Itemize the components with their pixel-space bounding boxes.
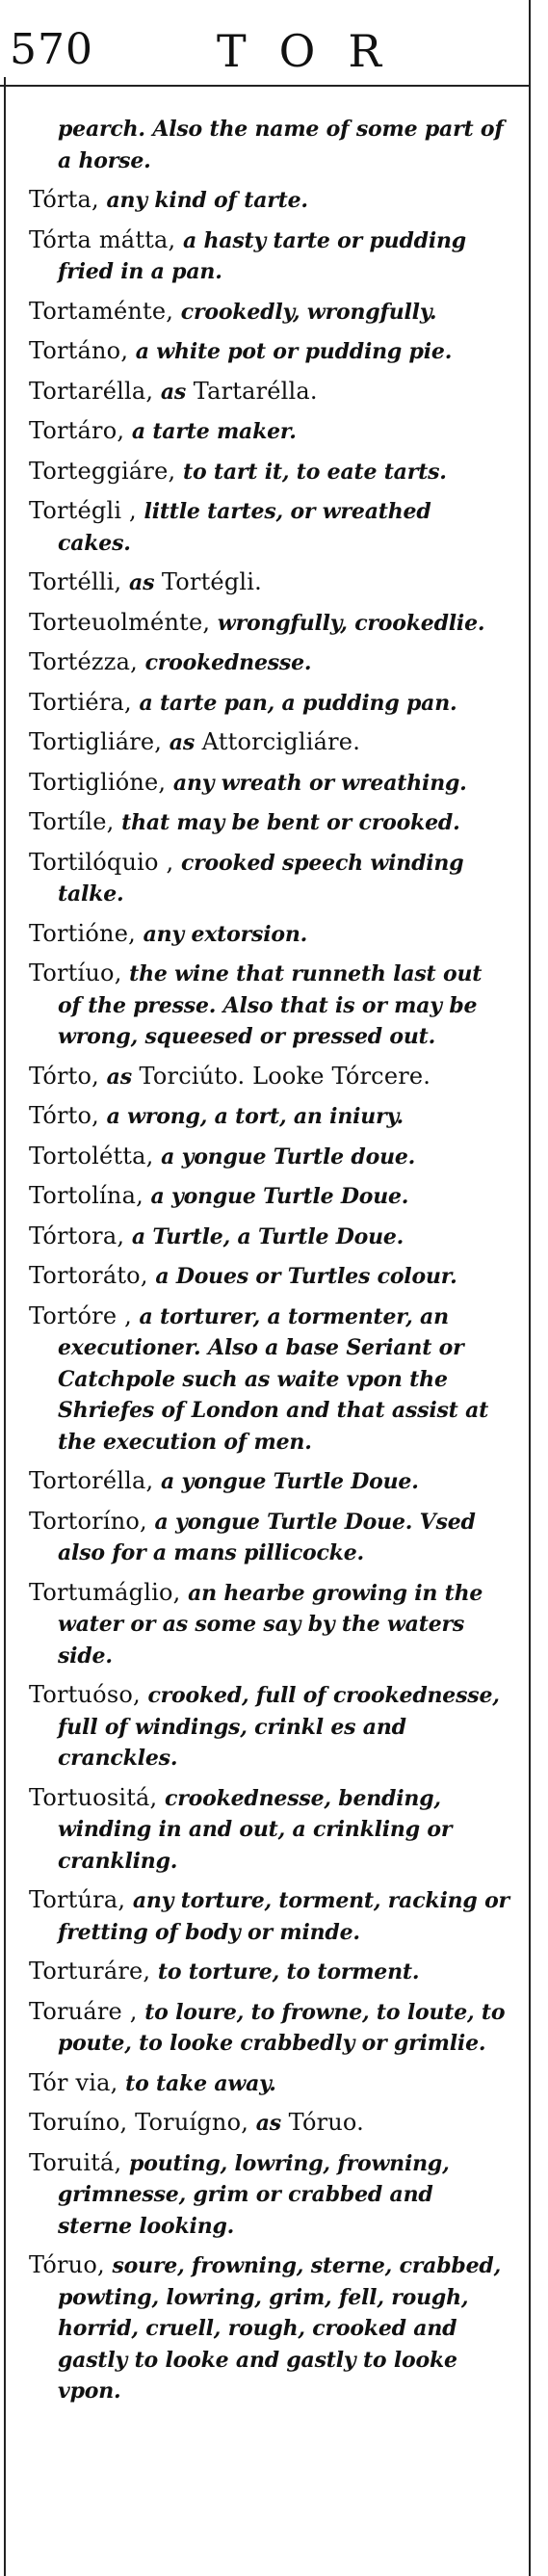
entry-definition: a wrong, a tort, an iniury.: [106, 1104, 404, 1129]
entry-definition: a yongue Turtle Doue.: [160, 1469, 419, 1494]
entry-headword: Torturáre,: [29, 1958, 151, 1985]
dictionary-entry: [29, 336, 510, 368]
entry-headword: Torteuolménte,: [29, 608, 211, 636]
dictionary-entry: [29, 1062, 510, 1093]
page-number: 570: [10, 25, 93, 74]
header-rule: [0, 85, 529, 87]
entry-headword: Tortézza,: [29, 648, 138, 675]
entry-headword: Torteggiáre,: [29, 457, 176, 485]
entry-crossref: Tóruo.: [288, 2109, 364, 2136]
entry-headword: Tortióne,: [29, 919, 136, 947]
entry-definition: as: [129, 570, 155, 595]
entry-definition: to take away.: [125, 2070, 276, 2096]
entry-definition: that may be bent or crooked.: [121, 810, 460, 835]
entry-definition: as: [169, 730, 196, 755]
entry-headword: Tór via,: [29, 2068, 118, 2096]
dictionary-entry: [29, 2108, 510, 2140]
dictionary-entry: [29, 919, 510, 951]
entry-definition: as: [255, 2111, 281, 2136]
entry-crossref: Torciúto. Looke Tórcere.: [139, 1062, 431, 1090]
entry-definition: crookedly, wrongfully.: [180, 299, 437, 325]
entry-definition: a hasty tarte or pudding fried in a pan.: [58, 227, 466, 284]
entry-definition: pearch. Also the name of some part of a horse.: [58, 117, 504, 173]
entry-definition: a yongue Turtle Doue.: [150, 1184, 409, 1209]
entry-headword: Tortumáglio,: [29, 1578, 181, 1606]
entry-headword: Tórta,: [29, 186, 99, 213]
dictionary-entry: [29, 457, 510, 488]
page-header: [0, 0, 548, 89]
right-column-rule: [529, 0, 531, 2576]
dictionary-entry: [29, 1997, 510, 2060]
entry-definition: a torturer, a tormenter, an executioner. Also a base Seriant or Catchpole such as waite vpon the Shriefes of London and that assist at the execution of men.: [58, 1303, 489, 1455]
entry-definition: pouting, lowring, frowning, grimnesse, grim or crabbed and sterne looking.: [58, 2150, 450, 2239]
entry-definition: crookednesse.: [144, 650, 312, 675]
entry-headword: Tortuóso,: [29, 1681, 141, 1708]
entry-headword: Tórta mátta,: [29, 225, 176, 253]
entry-headword: Tortaménte,: [29, 297, 174, 325]
entry-headword: Tortolína,: [29, 1182, 144, 1209]
entry-crossref: Tortégli.: [161, 568, 262, 595]
entry-definition: crooked speech winding talke.: [58, 850, 464, 907]
entry-definition: little tartes, or wreathed cakes.: [58, 499, 431, 556]
dictionary-entry: [29, 114, 510, 176]
dictionary-entry: [29, 2148, 510, 2243]
dictionary-entry: [29, 1507, 510, 1569]
entry-headword: Tortigliáre,: [29, 728, 163, 755]
dictionary-entry: [29, 377, 510, 408]
dictionary-entry: [29, 647, 510, 679]
dictionary-entry: [29, 496, 510, 559]
entry-definition: as: [160, 379, 187, 405]
dictionary-entry: [29, 1957, 510, 1988]
dictionary-entry: [29, 1301, 510, 1459]
entry-definition: any kind of tarte.: [106, 188, 308, 213]
dictionary-entry: [29, 1578, 510, 1672]
dictionary-entry: [29, 1142, 510, 1173]
entry-definition: wrongfully, crookedlie.: [217, 610, 485, 636]
entry-headword: Tortélli,: [29, 568, 122, 595]
entry-definition: any extorsion.: [143, 921, 308, 947]
entry-definition: a tarte pan, a pudding pan.: [139, 690, 457, 716]
entry-headword: Tortúra,: [29, 1886, 126, 1913]
dictionary-entry: [29, 297, 510, 329]
entry-headword: Tortilóquio ,: [29, 848, 174, 876]
entry-headword: Tortoríno,: [29, 1507, 147, 1535]
entry-headword: Tortíle,: [29, 808, 115, 835]
dictionary-entry: [29, 2068, 510, 2100]
dictionary-entry: [29, 416, 510, 448]
dictionary-entry: [29, 1101, 510, 1133]
dictionary-entry: [29, 608, 510, 640]
entry-headword: Tortoráto,: [29, 1262, 148, 1289]
entry-headword: Tortáro,: [29, 417, 125, 444]
dictionary-entry: [29, 1783, 510, 1878]
entry-definition: an hearbe growing in the water or as some say by the waters side.: [58, 1580, 483, 1669]
running-head: TOR: [217, 25, 415, 77]
entry-headword: Tortarélla,: [29, 377, 154, 405]
dictionary-entry: [29, 1181, 510, 1213]
dictionary-entry: [29, 768, 510, 800]
dictionary-entry: [29, 1680, 510, 1774]
entry-headword: Toruitá,: [29, 2148, 122, 2176]
entry-definition: the wine that runneth last out of the presse. Also that is or may be wrong, squeesed or pressed out.: [58, 961, 483, 1049]
entry-definition: a yongue Turtle doue.: [161, 1143, 416, 1170]
entry-definition: a yongue Turtle Doue. Vsed also for a mans pillicocke.: [58, 1509, 476, 1565]
entry-definition: to loure, to frowne, to loute, to poute, to looke crabbedly or grimlie.: [58, 1999, 506, 2056]
entry-headword: Toruíno, Toruígno,: [29, 2109, 249, 2136]
entry-definition: to torture, to torment.: [157, 1959, 420, 1985]
entry-crossref: Attorcigliáre.: [201, 728, 361, 755]
entry-headword: Tortíuo,: [29, 959, 122, 986]
dictionary-entry: [29, 2250, 510, 2407]
dictionary-entry: [29, 1222, 510, 1253]
entry-definition: any torture, torment, racking or fretting of body or minde.: [58, 1888, 509, 1945]
entry-definition: a tarte maker.: [131, 419, 297, 444]
dictionary-entry: [29, 185, 510, 217]
entry-headword: Tortiéra,: [29, 688, 132, 716]
entry-headword: Tortolétta,: [29, 1142, 154, 1170]
left-column-rule: [4, 77, 6, 2576]
entry-headword: Tortorélla,: [29, 1467, 154, 1494]
dictionary-entry: [29, 1261, 510, 1293]
entry-headword: Tortáno,: [29, 337, 129, 364]
entry-headword: Tórto,: [29, 1102, 99, 1129]
entry-definition: crooked, full of crookednesse, full of windings, crinkl es and cranckles.: [58, 1683, 500, 1771]
entry-headword: Toruáre ,: [29, 1997, 138, 2025]
entry-crossref: Tartarélla.: [193, 377, 318, 405]
entry-definition: soure, frowning, sterne, crabbed, powting, lowring, grim, fell, rough, horrid, cruell, rough, crooked and gastly to looke and gastly to looke vpon.: [58, 2253, 502, 2404]
dictionary-entry: [29, 688, 510, 720]
dictionary-entry: [29, 1466, 510, 1498]
dictionary-entry: [29, 567, 510, 599]
dictionary-entry: [29, 225, 510, 288]
entry-definition: a white pot or pudding pie.: [135, 339, 453, 364]
entry-headword: Tórto,: [29, 1062, 99, 1090]
entry-headword: Tóruo,: [29, 2251, 105, 2278]
entry-list: [29, 114, 510, 2416]
entry-headword: Tórtora,: [29, 1222, 125, 1249]
dictionary-entry: [29, 848, 510, 910]
entry-headword: Tortiglióne,: [29, 768, 167, 796]
dictionary-entry: [29, 1885, 510, 1948]
entry-headword: Tortóre ,: [29, 1301, 132, 1329]
entry-definition: crookednesse, bending, winding in and out, a crinkling or crankling.: [58, 1785, 453, 1874]
dictionary-entry: [29, 807, 510, 839]
dictionary-entry: [29, 727, 510, 759]
entry-headword: Tortuositá,: [29, 1783, 158, 1811]
entry-headword: Tortégli ,: [29, 497, 137, 524]
entry-definition: a Doues or Turtles colour.: [155, 1264, 457, 1289]
entry-definition: a Turtle, a Turtle Doue.: [131, 1223, 404, 1249]
entry-definition: as: [106, 1064, 132, 1090]
entry-definition: to tart it, to eate tarts.: [182, 459, 447, 485]
entry-definition: any wreath or wreathing.: [172, 770, 467, 796]
dictionary-entry: [29, 959, 510, 1053]
